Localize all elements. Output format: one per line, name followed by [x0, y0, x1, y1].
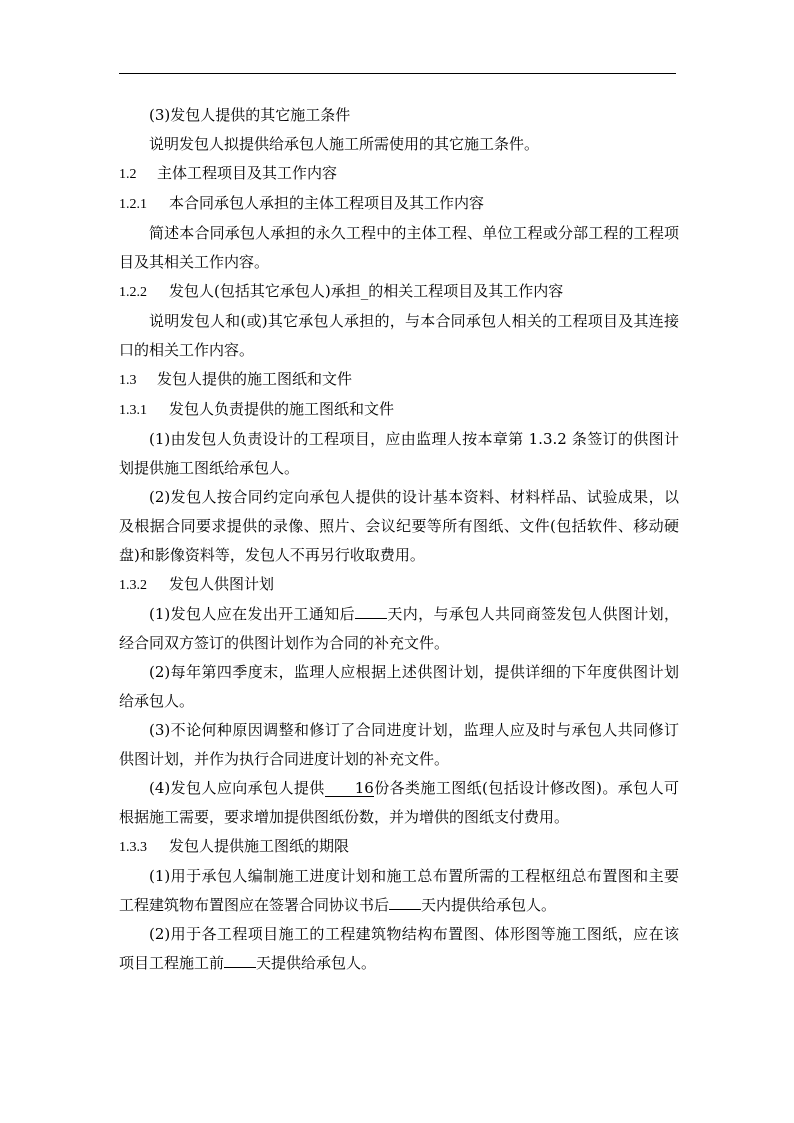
fill-in-blank — [224, 951, 256, 968]
section-number: 1.2.1 — [119, 197, 147, 212]
paragraph-text: (2)用于各工程项目施工的工程建筑物结构布置图、体形图等施工图纸，应在该项目工程施工前 — [119, 925, 679, 972]
section-heading — [119, 832, 679, 862]
body-paragraph: (3)发包人提供的其它施工条件 — [149, 106, 351, 124]
section-heading — [119, 159, 679, 189]
body-paragraph: 简述本合同承包人承担的永久工程中的主体工程、单位工程或分部工程的工程项目及其相关工作内容。 — [119, 224, 679, 271]
body-paragraph — [119, 920, 679, 978]
paragraph-text: (1)发包人应在发出开工通知后 — [149, 605, 356, 623]
paragraph-text: 份各类施工图纸(包括设计修改图)。承包人可根据施工需要，要求增加提供图纸份数，并为增供的图纸支付费用。 — [119, 779, 679, 826]
paragraph-text: (1)用于承包人编制施工进度计划和施工总布置所需的工程枢纽总布置图和主要工程建筑物布置图应在签署合同协议书后 — [119, 867, 679, 914]
body-paragraph: (3)不论何种原因调整和修订了合同进度计划，监理人应及时与承包人共同修订供图计划，并作为执行合同进度计划的补充文件。 — [119, 721, 679, 768]
section-title: 主体工程项目及其工作内容 — [157, 164, 338, 182]
paragraph-text: 天内提供给承包人。 — [421, 896, 557, 914]
section-number: 1.3 — [119, 373, 137, 388]
section-number: 1.3.2 — [119, 578, 147, 593]
header-rule — [119, 73, 676, 74]
body-paragraph — [119, 862, 679, 920]
body-paragraph: 说明发包人和(或)其它承包人承担的，与本合同承包人相关的工程项目及其连接口的相关工作内容。 — [119, 312, 679, 359]
section-heading — [119, 395, 679, 425]
section-title: 发包人负责提供的施工图纸和文件 — [169, 400, 395, 418]
section-number: 1.2 — [119, 167, 137, 182]
section-heading — [119, 365, 679, 395]
body-paragraph — [119, 600, 679, 658]
section-number: 1.3.3 — [119, 840, 147, 855]
document-body — [119, 101, 679, 978]
section-title: 发包人提供的施工图纸和文件 — [157, 370, 353, 388]
body-paragraph: 说明发包人拟提供给承包人施工所需使用的其它施工条件。 — [149, 135, 540, 153]
section-number: 1.2.2 — [119, 285, 147, 300]
paragraph-text: 天提供给承包人。 — [256, 954, 377, 972]
body-paragraph: (2)发包人按合同约定向承包人提供的设计基本资料、材料样品、试验成果，以及根据合同要求提供的录像、照片、会议纪要等所有图纸、文件(包括软件、移动硬盘)和影像资料等，发包人不再另行收取费用。 — [119, 488, 679, 564]
body-paragraph: (1)由发包人负责设计的工程项目，应由监理人按本章第 1.3.2 条签订的供图计划提供施工图纸给承包人。 — [119, 430, 679, 477]
section-title: 发包人供图计划 — [169, 575, 275, 593]
paragraph-text: (4)发包人应向承包人提供 — [149, 779, 325, 797]
section-title: 发包人提供施工图纸的期限 — [169, 837, 350, 855]
fill-in-blank: 16 — [325, 780, 374, 797]
body-paragraph: (2)每年第四季度末，监理人应根据上述供图计划，提供详细的下年度供图计划给承包人。 — [119, 663, 679, 710]
fill-in-blank — [355, 602, 387, 619]
paragraph-text: 天内，与承包人共同商签发包人供图计划，经合同双方签订的供图计划作为合同的补充文件。 — [119, 605, 680, 652]
section-title: 本合同承包人承担的主体工程项目及其工作内容 — [169, 194, 485, 212]
section-heading — [119, 570, 679, 600]
body-paragraph — [119, 774, 679, 832]
fill-in-blank — [389, 893, 421, 910]
section-title: 发包人(包括其它承包人)承担_的相关工程项目及其工作内容 — [169, 282, 564, 300]
section-number: 1.3.1 — [119, 403, 147, 418]
section-heading — [119, 277, 679, 307]
section-heading — [119, 189, 679, 219]
